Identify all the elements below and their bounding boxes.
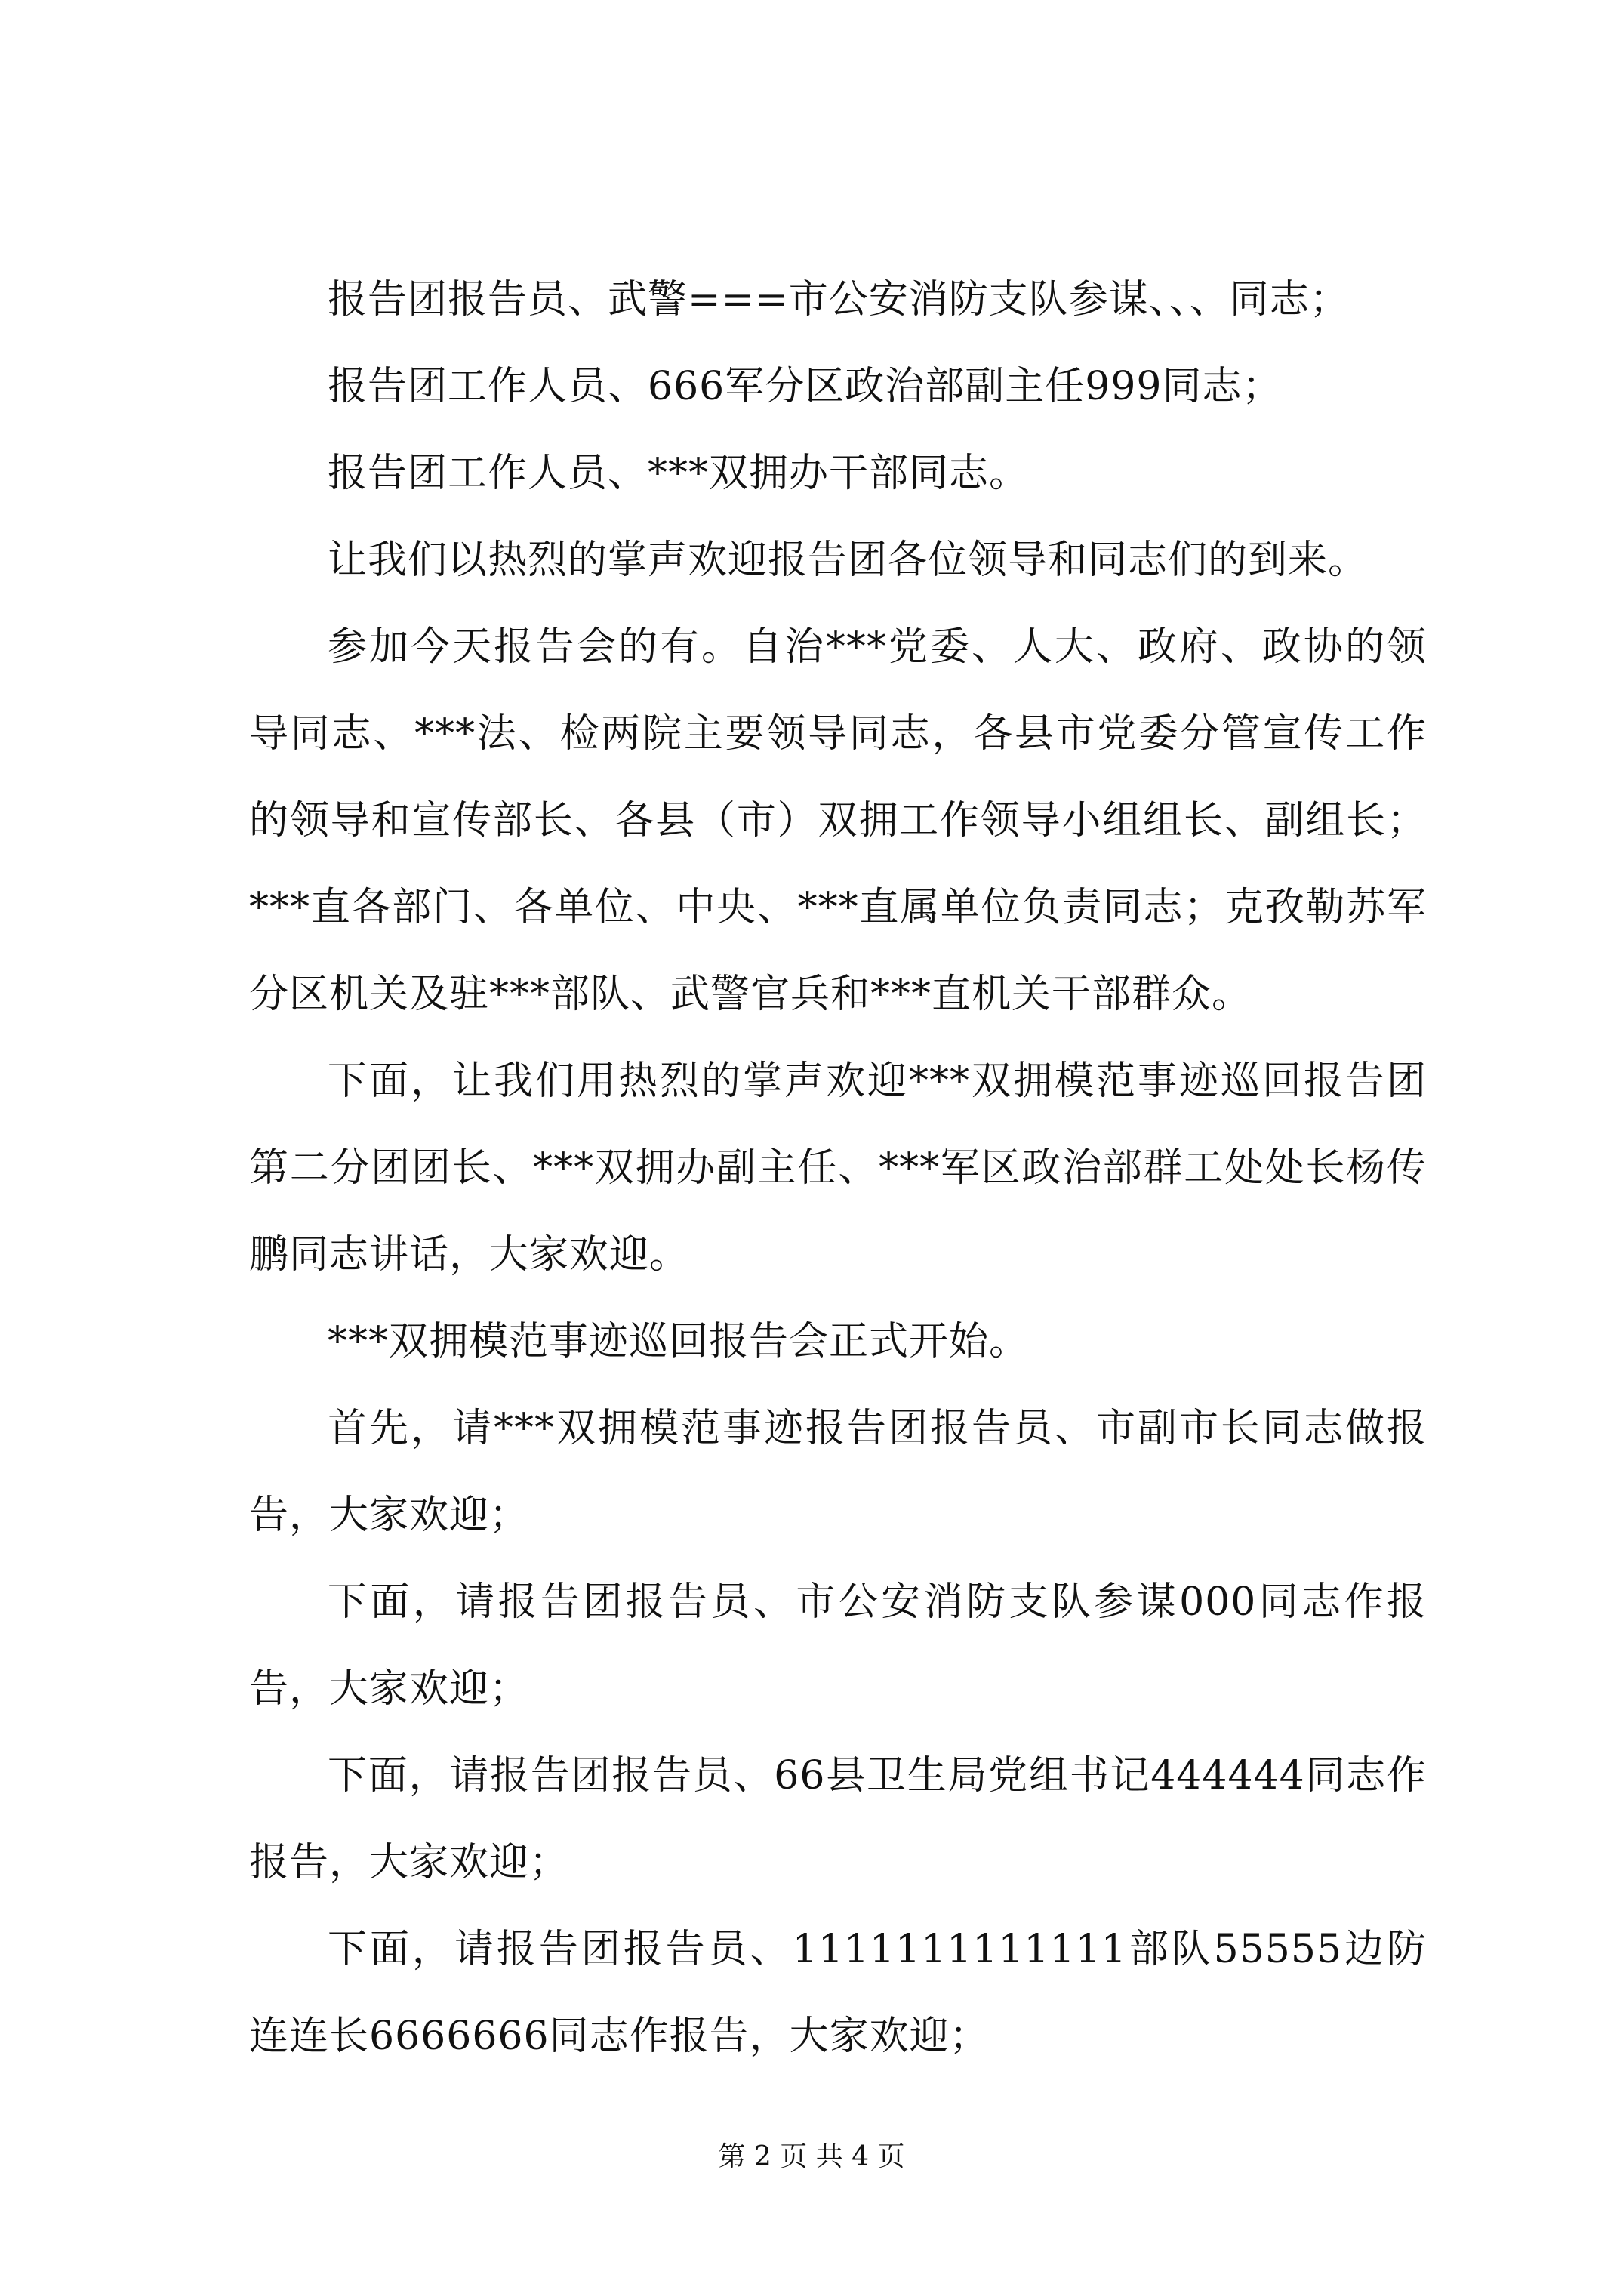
document-body [249,257,1427,2080]
paragraph-7: ***双拥模范事迹巡回报告会正式开始。 [328,1319,1030,1364]
paragraph-11: 下面，请报告团报告员、1111111111111部队55555边防连连长6666666同志作报告，大家欢迎； [249,1927,1427,2059]
paragraph-8: 首先，请***双拥模范事迹报告团报告员、市副市长同志做报告，大家欢迎； [249,1406,1427,1538]
paragraph-3: 报告团工作人员、***双拥办干部同志。 [328,451,1030,496]
paragraph-5: 参加今天报告会的有。自治***党委、人大、政府、政协的领导同志、***法、检两院主要领导同志，各县市党委分管宣传工作的领导和宣传部长、各县（市）双拥工作领导小组组长、副组长；***直各部门、各单位、中央、***直属单位负责同志；克孜勒苏军分区机关及驻***部队、武警官兵和***直机关干部群众。 [249,624,1427,1017]
paragraph-1: 报告团报告员、武警===市公安消防支队参谋、、、同志； [328,277,1350,322]
paragraph-10: 下面，请报告团报告员、66县卫生局党组书记444444同志作报告，大家欢迎； [249,1753,1427,1885]
paragraph-2: 报告团工作人员、666军分区政治部副主任999同志； [328,364,1283,409]
paragraph-9: 下面，请报告团报告员、市公安消防支队参谋000同志作报告，大家欢迎； [249,1579,1427,1712]
page-number-footer: 第 2 页 共 4 页 [718,2141,905,2172]
paragraph-4: 让我们以热烈的掌声欢迎报告团各位领导和同志们的到来。 [328,538,1369,583]
paragraph-6: 下面，让我们用热烈的掌声欢迎***双拥模范事迹巡回报告团第二分团团长、***双拥办副主任、***军区政治部群工处处长杨传鹏同志讲话，大家欢迎。 [249,1059,1427,1277]
